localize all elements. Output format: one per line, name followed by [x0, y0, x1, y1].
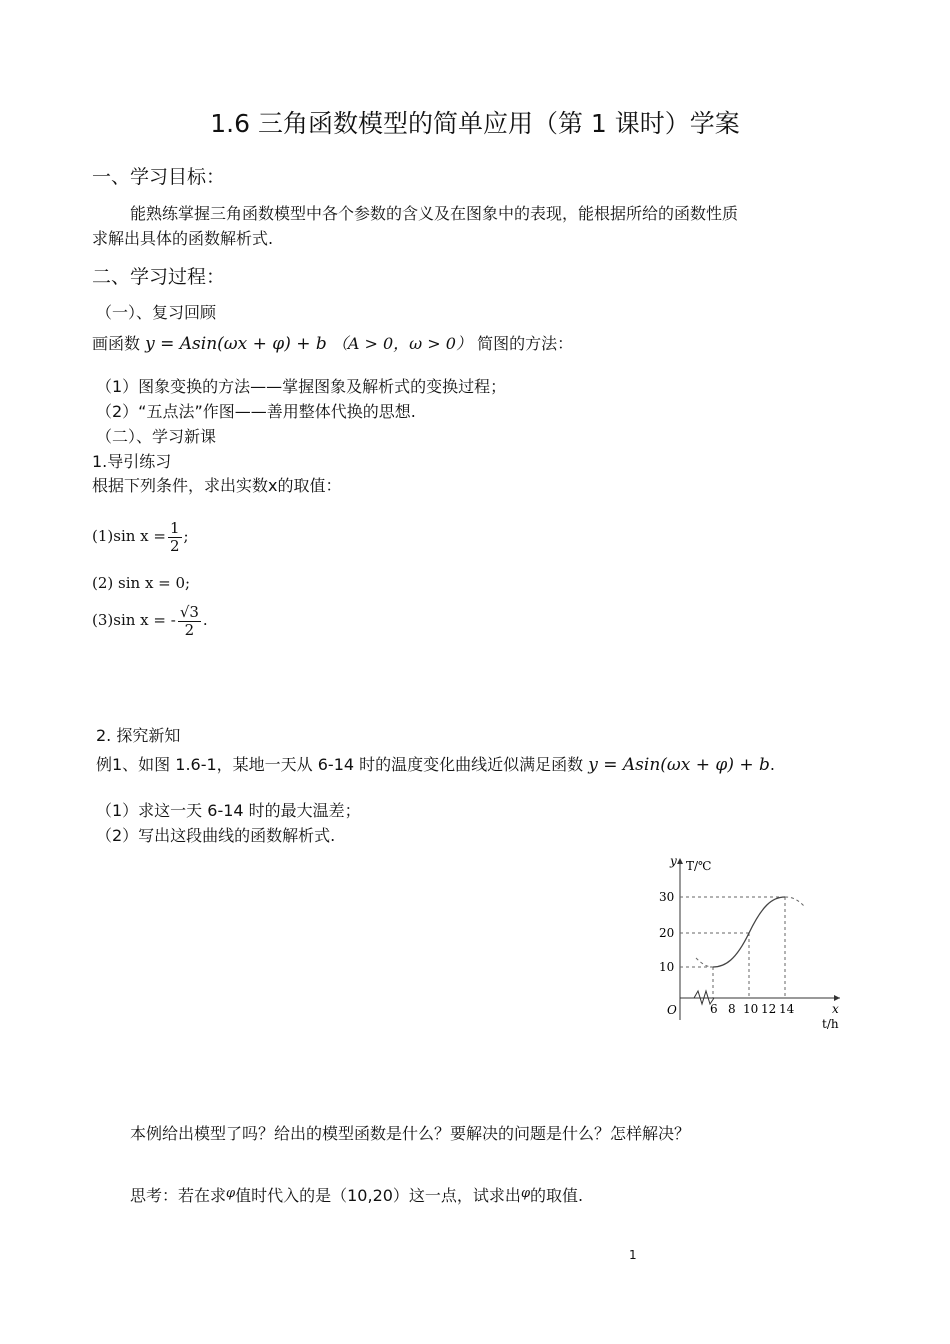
exercise-1 [92, 520, 189, 554]
section1-heading: 一、学习目标： [92, 166, 226, 188]
question-1: （1）求这一天 6-14 时的最大温差； [96, 801, 361, 820]
y-axis-unit: T/℃ [686, 859, 712, 873]
x-axis-label: x [832, 1002, 839, 1016]
fraction-sqrt3-half [178, 604, 201, 638]
fraction-numerator: √3 [179, 603, 199, 621]
x-tick-6: 6 [710, 1002, 718, 1016]
exercise-3-expression: (3)sin x = - [92, 611, 176, 629]
guide-prompt: 根据下列条件，求出实数x的取值： [92, 476, 342, 495]
guide-heading: 1.导引练习 [92, 452, 172, 471]
origin-label: O [667, 1003, 677, 1017]
example-1 [96, 752, 775, 775]
explore-heading: 2. 探究新知 [96, 726, 181, 745]
x-tick-12: 12 [761, 1002, 777, 1016]
curve-extension-left [696, 958, 713, 967]
y-tick-20: 20 [659, 926, 675, 940]
phi-symbol: φ [226, 1186, 236, 1201]
fraction-denominator: 2 [169, 536, 180, 555]
x-axis-arrow [834, 995, 840, 1001]
reflection-question: 本例给出模型了吗？给出的模型函数是什么？要解决的问题是什么？怎样解决？ [130, 1124, 691, 1143]
x-tick-10: 10 [743, 1002, 759, 1016]
example-1-text: 例1、如图 1.6-1，某地一天从 6-14 时的温度变化曲线近似满足函数 [96, 755, 584, 774]
example-1-formula: y = Asin(ωx + φ) + b [588, 755, 770, 775]
y-tick-30: 30 [659, 890, 675, 904]
exercise-1-end: ; [183, 527, 189, 545]
objective-line1: 能熟练掌握三角函数模型中各个参数的含义及在图象中的表现，能根据所给的函数性质 [130, 204, 739, 223]
example-1-end: . [769, 755, 775, 774]
fraction-one-half [168, 520, 182, 554]
question-2: （2）写出这段曲线的函数解析式. [96, 826, 336, 845]
page-number: 1 [629, 1248, 637, 1262]
review-heading: （一）、复习回顾 [96, 303, 217, 322]
think-middle: 值时代入的是（10,20）这一点，试求出 [235, 1186, 521, 1205]
phi-symbol: φ [520, 1186, 531, 1201]
draw-suffix: 简图的方法： [477, 334, 574, 353]
fraction-denominator: 2 [184, 620, 195, 639]
new-lesson-heading: （二）、学习新课 [96, 427, 217, 446]
y-tick-10: 10 [659, 960, 675, 974]
temperature-graph [650, 850, 850, 1035]
page-title: 1.6 三角函数模型的简单应用（第 1 课时）学案 [210, 109, 740, 138]
curve-extension-right [785, 897, 804, 906]
x-tick-8: 8 [728, 1002, 736, 1016]
think-suffix: 的取值. [530, 1186, 584, 1205]
x-axis-unit: t/h [822, 1017, 839, 1031]
think-line [130, 1183, 583, 1206]
exercise-1-expression: (1)sin x = [92, 527, 166, 545]
draw-prefix: 画函数 [92, 334, 141, 353]
y-axis-arrow [677, 858, 683, 864]
section2-heading: 二、学习过程： [92, 266, 226, 288]
method-1: （1）图象变换的方法——掌握图象及解析式的变换过程； [96, 377, 507, 396]
function-condition: （A > 0，ω > 0） [331, 334, 472, 353]
think-prefix: 思考：若在求 [130, 1186, 227, 1205]
function-formula: y = Asin(ωx + φ) + b [145, 334, 327, 354]
temperature-curve [713, 897, 785, 967]
exercise-3-end: . [202, 611, 208, 629]
method-2: （2）“五点法”作图——善用整体代换的思想. [96, 402, 416, 421]
y-axis-label: y [670, 854, 677, 868]
x-tick-14: 14 [779, 1002, 795, 1016]
exercise-3 [92, 604, 208, 638]
exercise-2: (2) sin x = 0; [92, 574, 191, 592]
objective-line2: 求解出具体的函数解析式. [92, 229, 274, 248]
fraction-numerator: 1 [169, 519, 180, 537]
draw-function-line [92, 331, 573, 354]
